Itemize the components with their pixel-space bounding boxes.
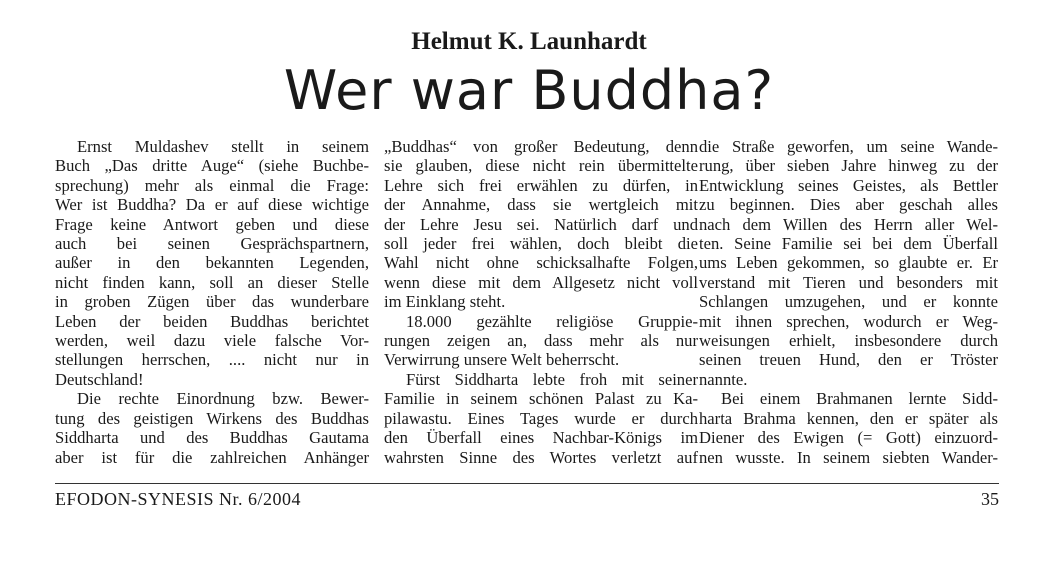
text-line: seinen treuen Hund, den er Tröster	[699, 350, 998, 370]
text-line: nannte.	[699, 369, 748, 389]
text-line: die Straße geworfen, um seine Wande-	[699, 137, 998, 156]
text-line: harta Brahma kennen, den er später als	[699, 408, 998, 428]
text-line: zu beginnen. Dies aber geschah alles	[699, 195, 998, 215]
text-column-3	[699, 137, 998, 467]
text-line: den Überfall eines Nachbar-Königs im	[384, 428, 698, 448]
text-line: der Annahme, dass sie wertgleich mit	[384, 195, 698, 215]
text-line: verstand mit Tieren und besonders mit	[699, 272, 998, 292]
text-line: Wer ist Buddha? Da er auf diese wichtige	[55, 195, 369, 215]
text-line: Entwicklung seines Geistes, als Bettler	[699, 175, 998, 195]
text-line: rung, über sieben Jahre hinweg zu der	[699, 156, 998, 176]
text-line: Bei einem Brahmanen lernte Sidd-	[721, 389, 998, 409]
text-line: ums Leben gekommen, so glaubte er. Er	[699, 253, 998, 273]
text-line: Die rechte Einordnung bzw. Bewer-	[77, 389, 369, 409]
journal-name: EFODON-SYNESIS Nr. 6/2004	[55, 489, 302, 509]
text-column-1	[55, 137, 369, 467]
text-line: nen wusste. In seinem siebten Wander-	[699, 447, 998, 467]
text-line: in groben Zügen über das wunderbare	[55, 292, 369, 312]
text-line: Leben der beiden Buddhas berichtet	[55, 311, 369, 331]
text-line: Wahl nicht ohne schicksalhafte Folgen,	[384, 253, 698, 273]
article-title: Wer war Buddha?	[283, 59, 775, 122]
text-line: auch bei seinen Gesprächspartnern,	[55, 234, 369, 254]
text-line: stellungen herrschen, .... nicht nur in	[55, 350, 369, 370]
text-line: Lehre sich frei erwählen zu dürfen, in	[384, 175, 698, 195]
text-column-2	[384, 137, 698, 467]
text-line: nach dem Willen des Herrn aller Wel-	[699, 214, 998, 234]
text-line: pilawastu. Eines Tages wurde er durch	[384, 408, 698, 428]
text-line: Siddharta und des Buddhas Gautama	[55, 428, 369, 448]
text-line: Schlangen umzugehen, und er konnte	[699, 292, 998, 312]
author-name: Helmut K. Launhardt	[411, 28, 647, 55]
text-line: tung des geistigen Wirkens des Buddhas	[55, 408, 369, 428]
text-line: nicht finden kann, soll an dieser Stelle	[55, 272, 369, 292]
text-line: rungen zeigen an, dass mehr als nur	[384, 331, 698, 351]
text-line: weisungen erhielt, insbesondere durch	[699, 331, 998, 351]
text-line: außer in den bekannten Legenden,	[55, 253, 369, 273]
text-line: sprechung) mehr als einmal die Frage:	[55, 175, 369, 195]
text-line: ten. Seine Familie sei bei dem Überfall	[699, 234, 998, 254]
text-line: Buch „Das dritte Auge“ (siehe Buchbe-	[55, 156, 369, 176]
text-line: Familie in seinem schönen Palast zu Ka-	[384, 389, 698, 409]
text-line: wahrsten Sinne des Wortes verletzt auf	[384, 447, 698, 467]
text-line: Frage keine Antwort geben und diese	[55, 214, 369, 234]
text-line: „Buddhas“ von großer Bedeutung, denn	[384, 137, 698, 156]
text-line: aber ist für die zahlreichen Anhänger	[55, 447, 369, 467]
text-line: im Einklang steht.	[384, 292, 506, 312]
text-line: Verwirrung unsere Welt beherrscht.	[384, 350, 620, 370]
text-line: werden, weil dazu viele falsche Vor-	[55, 331, 369, 351]
text-line: Fürst Siddharta lebte froh mit seiner	[406, 369, 698, 389]
text-line: soll jeder frei wählen, doch bleibt die	[384, 234, 698, 254]
text-line: sie glauben, diese nicht rein übermittelte	[384, 156, 698, 176]
text-line: der Lehre Jesu sei. Natürlich darf und	[384, 214, 698, 234]
footer-divider	[55, 483, 999, 484]
text-line: 18.000 gezählte religiöse Gruppie-	[406, 311, 698, 331]
text-line: Deutschland!	[55, 369, 144, 389]
page-number: 35	[981, 489, 999, 509]
text-line: mit ihnen sprechen, wodurch er Weg-	[699, 311, 998, 331]
text-line: wenn diese mit dem Allgesetz nicht voll	[384, 272, 698, 292]
text-line: Diener des Ewigen (= Gott) einzuord-	[699, 428, 998, 448]
text-line: Ernst Muldashev stellt in seinem	[77, 137, 369, 156]
